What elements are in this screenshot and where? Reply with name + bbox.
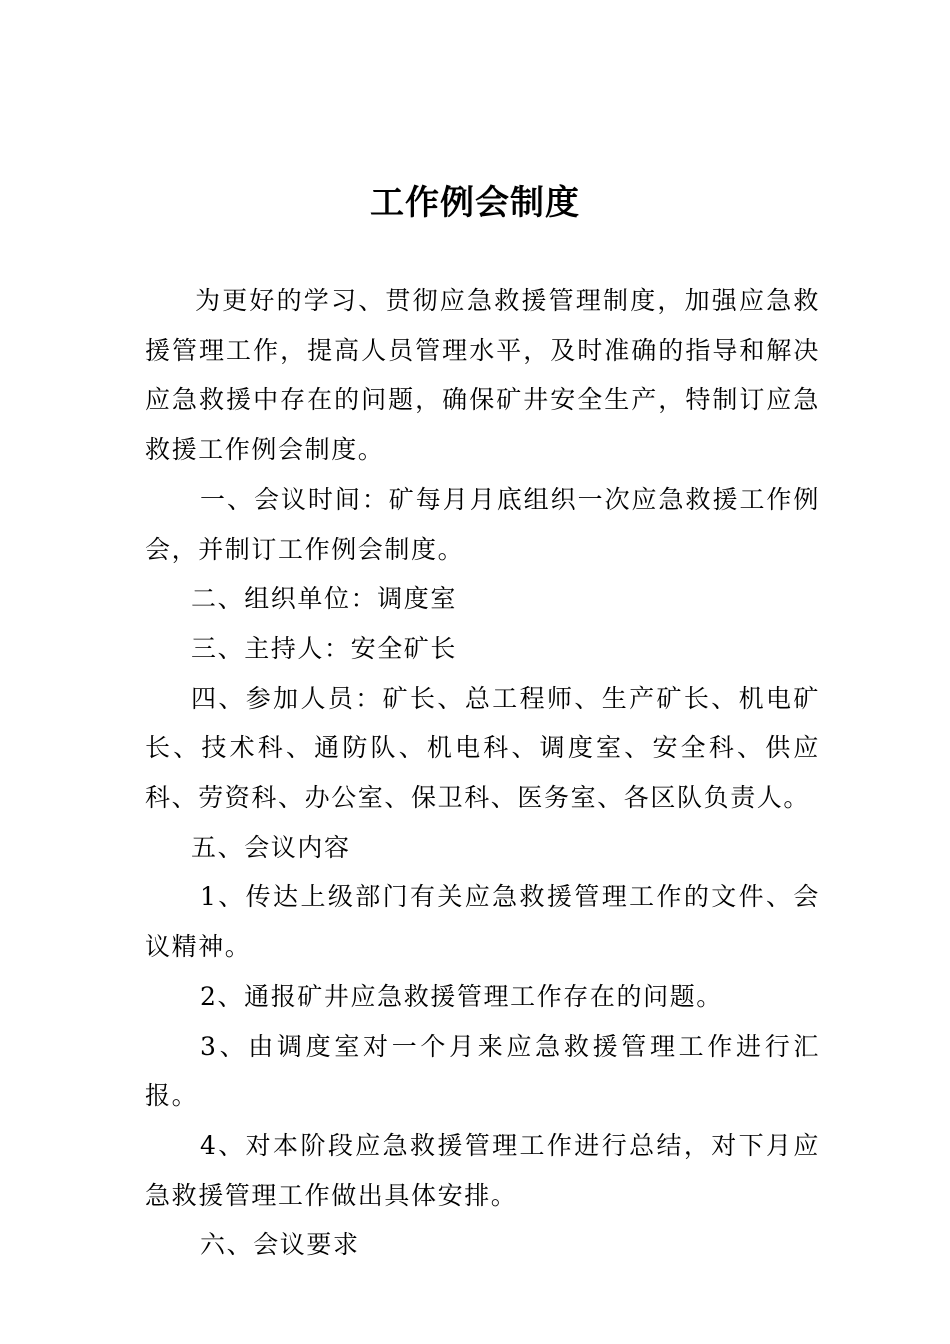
section-attendees: 四、参加人员：矿长、总工程师、生产矿长、机电矿长、技术科、通防队、机电科、调度室、安全科、供应科、劳资科、办公室、保卫科、医务室、各区队负责人。: [145, 683, 820, 813]
section-content-heading: 五、会议内容: [191, 832, 351, 862]
document-body: [145, 276, 820, 1270]
section-organizer: 二、组织单位：调度室: [191, 584, 458, 614]
document-title: 工作例会制度: [370, 183, 580, 223]
content-item-1: 1、传达上级部门有关应急救援管理工作的文件、会议精神。: [145, 882, 820, 962]
content-item-2: 2、通报矿井应急救援管理工作存在的问题。: [200, 981, 723, 1011]
section-requirements-heading: 六、会议要求: [200, 1230, 360, 1260]
content-item-4: 4、对本阶段应急救援管理工作进行总结，对下月应急救援管理工作做出具体安排。: [145, 1130, 820, 1210]
section-host: 三、主持人：安全矿长: [191, 633, 458, 663]
section-meeting-time: 一、会议时间：矿每月月底组织一次应急救援工作例会，并制订工作例会制度。: [145, 484, 820, 564]
intro-paragraph: 为更好的学习、贯彻应急救援管理制度，加强应急救援管理工作，提高人员管理水平，及时准确的指导和解决应急救援中存在的问题，确保矿井安全生产，特制订应急救援工作例会制度。: [145, 286, 820, 465]
content-item-3: 3、由调度室对一个月来应急救援管理工作进行汇报。: [145, 1031, 820, 1111]
